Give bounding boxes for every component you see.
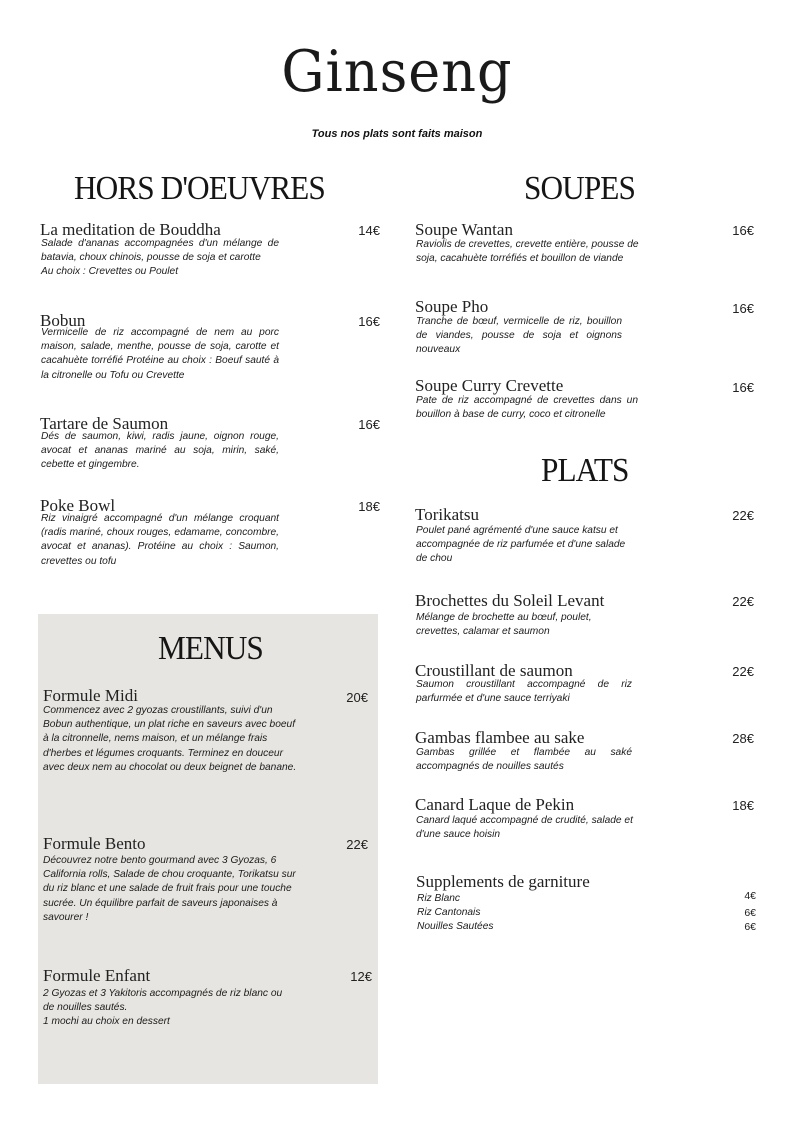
supplement-price: 6€ (744, 921, 756, 933)
item-description: Poulet pané agrémenté d'une sauce katsu et accompagnée de riz parfumée et d'une salade de chou (416, 525, 626, 565)
item-description: Mélange de brochette au bœuf, poulet, crevettes, calamar et saumon (416, 612, 592, 638)
item-name: Soupe Curry Crevette (415, 376, 564, 395)
item-name: Gambas flambee au sake (415, 728, 585, 747)
item-name: Formule Bento (43, 834, 146, 853)
item-description: 2 Gyozas et 3 Yakitoris accompagnés de riz blanc ou de nouilles sautés. 1 mochi au choix en dessert (43, 988, 283, 1028)
item-description: Découvrez notre bento gourmand avec 3 Gyozas, 6 California rolls, Salade de chou croquante, Torikatsu sur du riz blanc et une salade de fruit frais pour une touche sucrée. Un équilibre parfait de saveurs japonaises à savourer ! (43, 855, 296, 923)
item-description: Vermicelle de riz accompagné de nem au porc maison, salade, menthe, pousse de soja, carotte et cacahuète torréfié Protéine au choix : Boeuf sauté à la citronelle ou Tofu ou Crevette (41, 327, 279, 381)
item-description: Saumon croustillant accompagné de riz parfurmée et d'une sauce terriyaki (416, 679, 632, 705)
item-price: 18€ (732, 798, 754, 813)
supplement-price: 4€ (744, 890, 756, 902)
item-name: Soupe Pho (415, 297, 489, 316)
item-name: La meditation de Bouddha (40, 220, 221, 239)
item-price: 22€ (732, 508, 754, 523)
item-name: Croustillant de saumon (415, 661, 573, 680)
item-name: Soupe Wantan (415, 220, 513, 239)
supplement-name: Nouilles Sautées (417, 921, 494, 932)
item-price: 14€ (358, 223, 380, 238)
item-name: Tartare de Saumon (40, 414, 169, 433)
item-description: Canard laqué accompagné de crudité, salade et d'une sauce hoisin (416, 815, 633, 841)
item-name: Bobun (40, 311, 86, 330)
item-price: 18€ (358, 499, 380, 514)
item-description: Raviolis de crevettes, crevette entière, pousse de soja, cacahuète torréfiés et bouillon de viande (416, 239, 639, 265)
supplement-name: Riz Cantonais (417, 907, 481, 918)
item-description: Dés de saumon, kiwi, radis jaune, oignon rouge, avocat et ananas mariné au soja, mirin, saké, cebette et gingembre. (41, 431, 279, 471)
item-price: 28€ (732, 731, 754, 746)
item-name: Poke Bowl (40, 496, 116, 515)
section-title-hors-doeuvres: HORS D'OEUVRES (74, 170, 325, 207)
item-price: 12€ (350, 969, 372, 984)
item-price: 22€ (346, 837, 368, 852)
item-price: 22€ (732, 664, 754, 679)
item-price: 16€ (732, 380, 754, 395)
item-price: 16€ (358, 417, 380, 432)
item-price: 22€ (732, 594, 754, 609)
item-description: Riz vinaigré accompagné d'un mélange croquant (radis mariné, choux rouges, edamame, concombre, avocat et ananas). Protéine au choix : Saumon, crevettes ou tofu (41, 513, 279, 567)
item-description: Salade d'ananas accompagnées d'un mélange de batavia, choux chinois, pousse de soja et carotte Au choix : Crevettes ou Poulet (41, 238, 279, 278)
supplement-name: Riz Blanc (417, 893, 461, 904)
item-price: 20€ (346, 690, 368, 705)
item-name: Canard Laque de Pekin (415, 795, 575, 814)
item-name: Brochettes du Soleil Levant (415, 591, 605, 610)
item-description: Commencez avec 2 gyozas croustillants, suivi d'un Bobun authentique, un plat riche en saveurs avec boeuf à la citronnelle, nems maison, et un mélange frais d'herbes et légumes croquants. Terminez en douceur avec deux nem au chocolat ou deux beignet de banane. (43, 705, 297, 773)
item-name: Formule Midi (43, 686, 138, 705)
supplement-price: 6€ (744, 907, 756, 919)
restaurant-logo: Ginseng (281, 38, 513, 105)
tagline: Tous nos plats sont faits maison (311, 128, 483, 140)
item-description: Pate de riz accompagné de crevettes dans un bouillon à base de curry, coco et citronelle (416, 395, 638, 421)
item-name: Torikatsu (415, 505, 479, 524)
section-title-plats: PLATS (541, 452, 629, 489)
item-description: Gambas grillée et flambée au saké accompagnés de nouilles sautés (416, 747, 632, 773)
section-title-menus: MENUS (158, 630, 263, 667)
item-description: Tranche de bœuf, vermicelle de riz, bouillon de viandes, pousse de soja et oignons nouveaux (416, 316, 622, 356)
section-title-soupes: SOUPES (524, 170, 635, 207)
item-price: 16€ (358, 314, 380, 329)
supplements-title: Supplements de garniture (416, 872, 590, 891)
item-name: Formule Enfant (43, 966, 151, 985)
item-price: 16€ (732, 223, 754, 238)
item-price: 16€ (732, 301, 754, 316)
